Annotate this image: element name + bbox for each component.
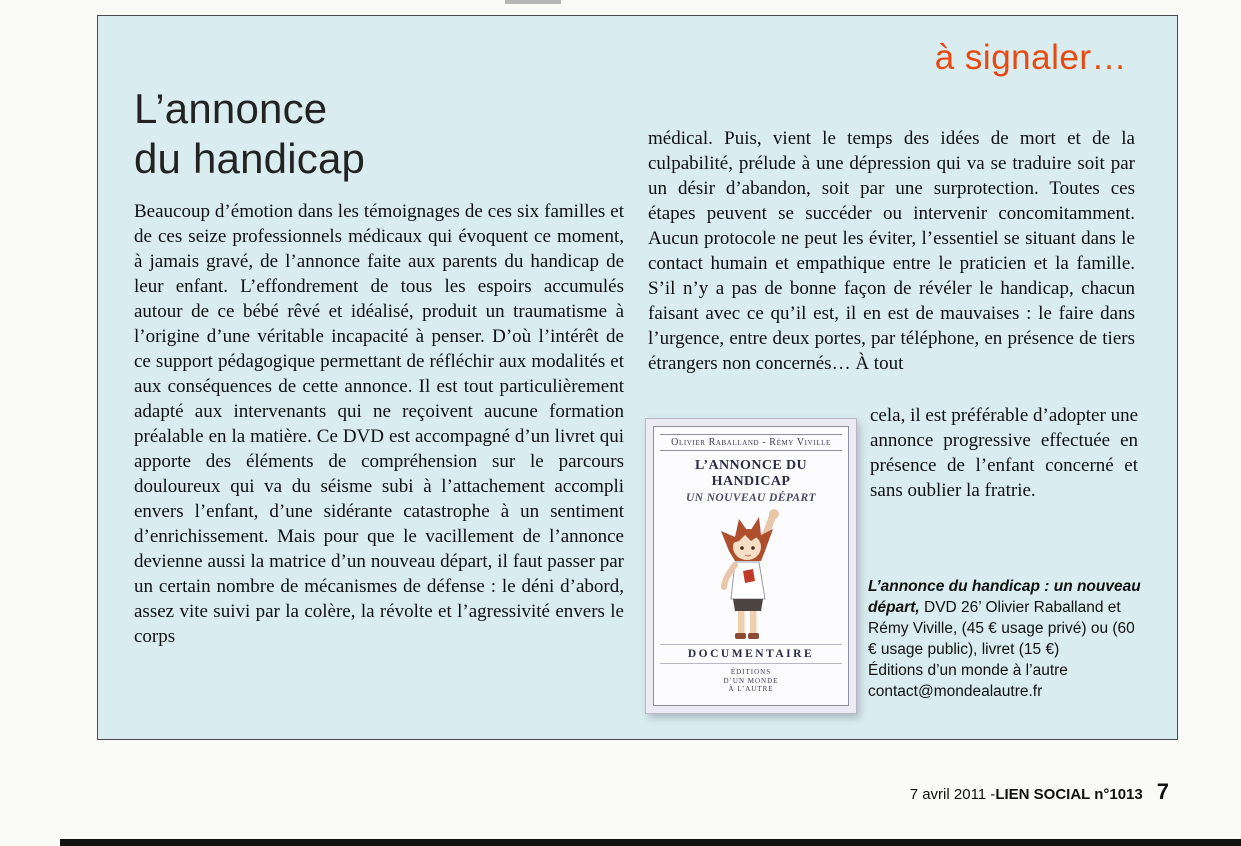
dvd-authors: Olivier Raballand - Rémy Viville (660, 434, 842, 451)
dvd-cover (645, 418, 857, 714)
article-panel (97, 15, 1178, 740)
article-title-line2: du handicap (134, 135, 366, 182)
caption-contact: contact@mondealautre.fr (868, 683, 1043, 700)
scan-edge-artifact (60, 839, 1241, 846)
page-number: 7 (1156, 779, 1169, 804)
article-column-right: médical. Puis, vient le temps des idées de mort et de la culpabilité, prélude à une dépression qui va se traduire soit par un désir d’abandon, soit par une surprotection. Toutes ces étapes peuvent se succéder ou intervenir concomitamment. Aucun protocole ne peut les éviter, l’essentiel se situant dans le contact humain et empathique entre le praticien et la famille. S’il n’y a pas de bonne façon de révéler le handicap, chacun faisant avec ce qu’il est, il en est de mauvaises : le faire dans l’urgence, entre deux portes, par téléphone, en présence de tiers étrangers non concernés… À tout (648, 128, 1135, 374)
dvd-publisher-line3: À L’AUTRE (728, 685, 774, 693)
caption-title: L’annonce du handicap : un nouveau départ, (868, 578, 1141, 616)
footer-journal: LIEN SOCIAL n°1013 (995, 786, 1143, 803)
caption-publisher: Éditions d’un monde à l’autre (868, 662, 1068, 679)
article-column-right-continued: cela, il est préférable d’adopter une annonce progressive effectuée en présence de l’enfant concerné et sans oublier la fratrie. (870, 405, 1138, 501)
dvd-genre: DOCUMENTAIRE (660, 644, 842, 664)
footer-date: 7 avril 2011 - (909, 786, 996, 803)
section-label: à signaler… (934, 38, 1127, 77)
page-footer (910, 779, 1169, 805)
dvd-publisher-line2: D’UN MONDE (723, 676, 779, 685)
dvd-cover-inner (653, 426, 849, 706)
dvd-publisher-line1: ÉDITIONS (730, 668, 772, 676)
scan-artifact (505, 0, 561, 4)
article-title-line1: L’annonce (134, 85, 328, 132)
dvd-publisher-logo (724, 668, 779, 694)
dvd-illustration (691, 507, 811, 643)
dvd-title: L’ANNONCE DU HANDICAP (694, 458, 807, 489)
article-title (134, 84, 365, 184)
dvd-caption (868, 576, 1146, 702)
caption-details: DVD 26’ Olivier Raballand et Rémy Viville, (45 € usage privé) ou (60 € usage public), livret (15 €) (868, 599, 1135, 658)
article-column-left: Beaucoup d’émotion dans les témoignages de ces six familles et de ces seize professionnels médicaux qui évoquent ce moment, à jamais gravé, de l’annonce faite aux parents du handicap de leur enfant. L’effondrement de tous les espoirs accumulés autour de ce bébé rêvé et idéalisé, produit un traumatisme à l’origine d’une véritable incapacité à penser. D’où l’intérêt de ce support pédagogique permettant de réfléchir aux modalités et aux conséquences de cette annonce. Il est tout particulièrement adapté aux intervenants qui ne reçoivent aucune formation préalable en la matière. Ce DVD est accompagné d’un livret qui apporte des éléments de compréhension sur le parcours douloureux qui va du séisme subi à l’attachement accompli envers l’enfant, d’une sidérante catastrophe à un sentiment d’enrichissement. Mais pour que le vacillement de l’annonce devienne aussi la matrice d’un nouveau départ, il faut passer par un certain nombre de mécanismes de défense : le déni d’abord, assez vite suivi par la colère, la révolte et l’agressivité envers le corps (134, 201, 624, 647)
dvd-subtitle: UN NOUVEAU DÉPART (686, 492, 816, 504)
